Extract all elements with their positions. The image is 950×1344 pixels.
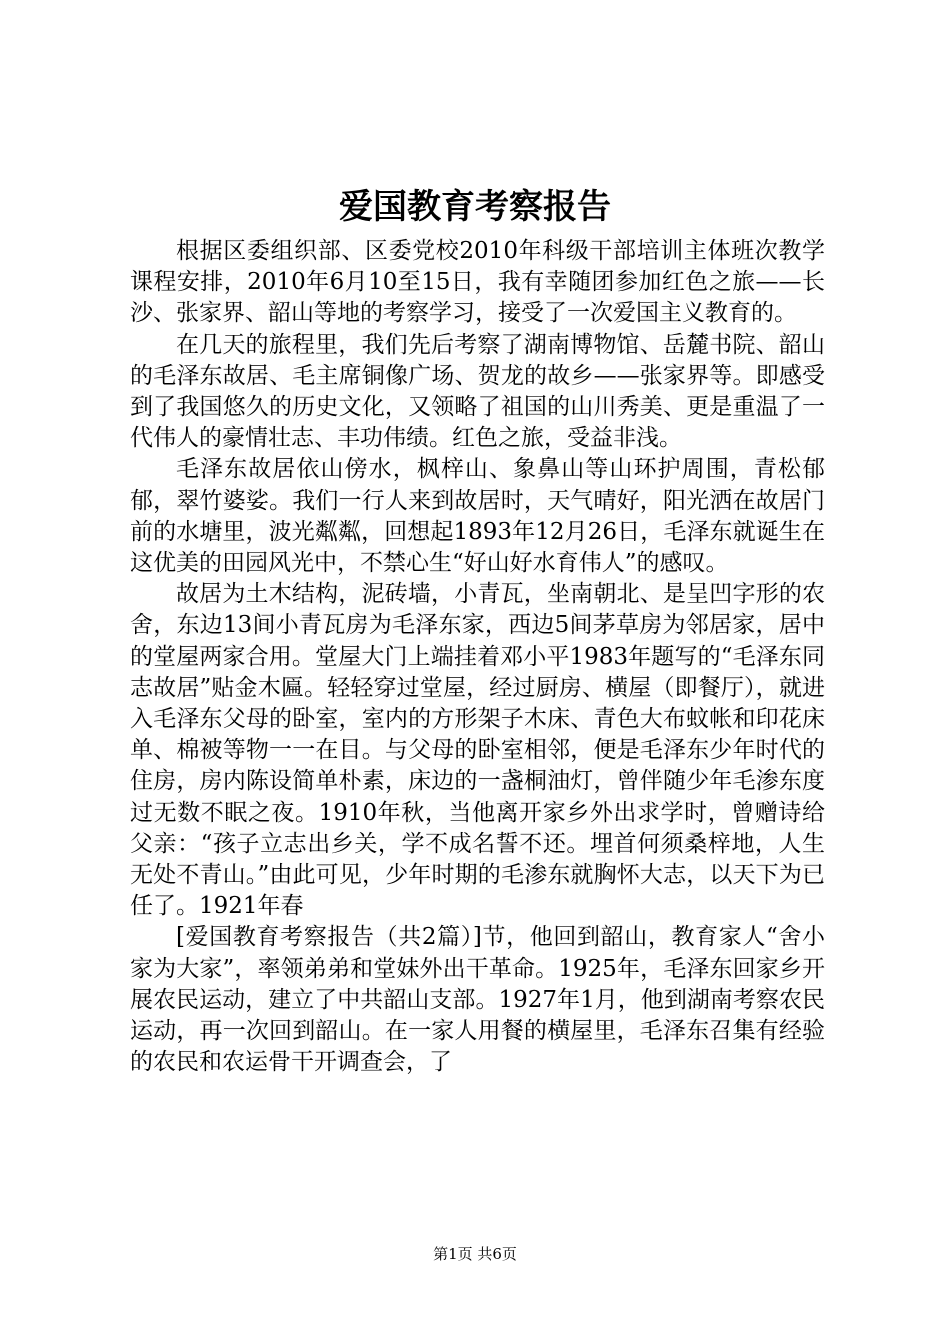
paragraph-3: 毛泽东故居依山傍水，枫梓山、象鼻山等山环护周围，青松郁郁，翠竹婆娑。我们一行人来到故居时，天气晴好，阳光洒在故居门前的水塘里，波光粼粼，回想起1893年12月26日，毛泽东就诞生在这优美的田园风光中，不禁心生“好山好水育伟人”的感叹。 xyxy=(130,456,825,577)
paragraph-1: 根据区委组织部、区委党校2010年科级干部培训主体班次教学课程安排，2010年6月10至15日，我有幸随团参加红色之旅——长沙、张家界、韶山等地的考察学习，接受了一次爱国主义教育的。 xyxy=(130,238,825,327)
paragraph-2: 在几天的旅程里，我们先后考察了湖南博物馆、岳麓书院、韶山的毛泽东故居、毛主席铜像广场、贺龙的故乡——张家界等。即感受到了我国悠久的历史文化，又领略了祖国的山川秀美、更是重温了一代伟人的豪情壮志、丰功伟绩。红色之旅，受益非浅。 xyxy=(130,331,825,452)
paragraph-4: 故居为土木结构，泥砖墙，小青瓦，坐南朝北、是呈凹字形的农舍，东边13间小青瓦房为毛泽东家，西边5间茅草房为邻居家，居中的堂屋两家合用。堂屋大门上端挂着邓小平1983年题写的“毛泽东同志故居”贴金木匾。轻轻穿过堂屋，经过厨房、横屋（即餐厅），就进入毛泽东父母的卧室，室内的方形架子木床、青色大布蚊帐和印花床单、棉被等物一一在目。与父母的卧室相邻，便是毛泽东少年时代的住房，房内陈设简单朴素，床边的一盏桐油灯，曾伴随少年毛渗东度过无数不眠之夜。1910年秋，当他离开家乡外出求学时，曾赠诗给父亲：“孩子立志出乡关，学不成名誓不还。埋首何须桑梓地，人生无处不青山。”由此可见，少年时期的毛渗东就胸怀大志，以天下为已任了。1921年春 xyxy=(130,581,825,920)
document-body xyxy=(130,236,825,1078)
page-number-footer: 第1页 共6页 xyxy=(433,1245,517,1263)
paragraph-5: [爱国教育考察报告（共2篇）]节，他回到韶山，教育家人“舍小家为大家”，率领弟弟和堂妹外出干革命。1925年，毛泽东回家乡开展农民运动，建立了中共韶山支部。1927年1月，他到湖南考察农民运动，再一次回到韶山。在一家人用餐的横屋里，毛泽东召集有经验的农民和农运骨干开调查会，了 xyxy=(130,924,825,1076)
document-title: 爱国教育考察报告 xyxy=(339,187,611,227)
